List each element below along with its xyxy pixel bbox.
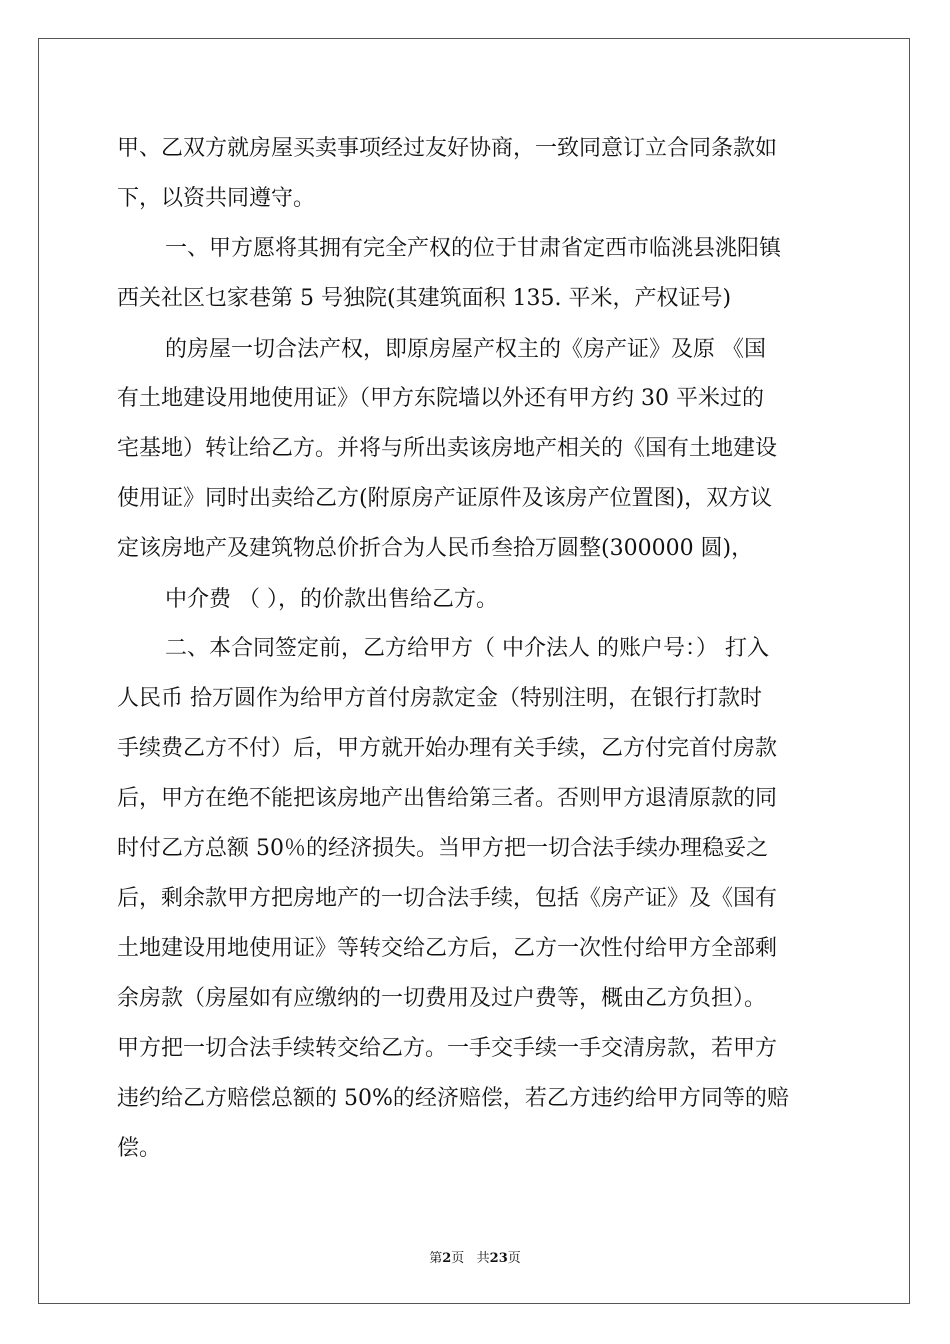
text-line: 定该房地产及建筑物总价折合为人民币叁拾万圆整(300000 圆)， [117,536,754,561]
footer-mid: 页 共 [451,1251,490,1266]
text-line: 的房屋一切合法产权，即原房屋产权主的《房产证》及原 《国 [165,337,766,362]
text-line: 后，剩余款甲方把房地产的一切合法手续，包括《房产证》及《国有 [117,886,778,911]
text-line: 时付乙方总额 50％的经济损失。当甲方把一切合法手续办理稳妥之 [117,836,768,861]
footer-prefix: 第 [429,1251,443,1266]
text-line: 西关社区乜家巷第 5 号独院(其建筑面积 135. 平米，产权证号) [117,286,732,311]
text-line: 偿。 [117,1136,162,1161]
text-line: 余房款（房屋如有应缴纳的一切费用及过户费等，概由乙方负担）。 [117,986,767,1011]
text-line: 下，以资共同遵守。 [117,186,316,211]
text-line: 土地建设用地使用证》等转交给乙方后，乙方一次性付给甲方全部剩 [117,936,778,961]
text-line: 中介费 （ ），的价款出售给乙方。 [165,587,498,612]
text-line: 手续费乙方不付）后，甲方就开始办理有关手续，乙方付完首付房款 [117,736,778,761]
page-border [38,38,910,1304]
text-line: 甲方把一切合法手续转交给乙方。一手交手续一手交清房款，若甲方 [117,1036,778,1061]
text-line: 甲、乙双方就房屋买卖事项经过友好协商，一致同意订立合同条款如 [117,136,778,161]
current-page-number: 2 [442,1251,452,1266]
text-line: 宅基地）转让给乙方。并将与所出卖该房地产相关的《国有土地建设 [117,436,778,461]
text-line: 一、甲方愿将其拥有完全产权的位于甘肃省定西市临洮县洮阳镇 [165,236,782,261]
text-line: 有土地建设用地使用证》（甲方东院墙以外还有甲方约 30 平米过的 [117,386,764,411]
text-line: 二、本合同签定前，乙方给甲方（ 中介法人 的账户号：） 打入 [165,636,769,661]
page-footer [0,1247,950,1266]
footer-suffix: 页 [507,1251,521,1266]
text-line: 使用证》同时出卖给乙方(附原房产证原件及该房产位置图)，双方议 [117,486,773,511]
text-line: 后，甲方在绝不能把该房地产出售给第三者。否则甲方退清原款的同 [117,786,778,811]
text-line: 人民币 拾万圆作为给甲方首付房款定金（特别注明，在银行打款时 [117,686,762,711]
text-line: 违约给乙方赔偿总额的 50%的经济赔偿，若乙方违约给甲方同等的赔 [117,1086,789,1111]
total-pages-number: 23 [489,1251,508,1266]
